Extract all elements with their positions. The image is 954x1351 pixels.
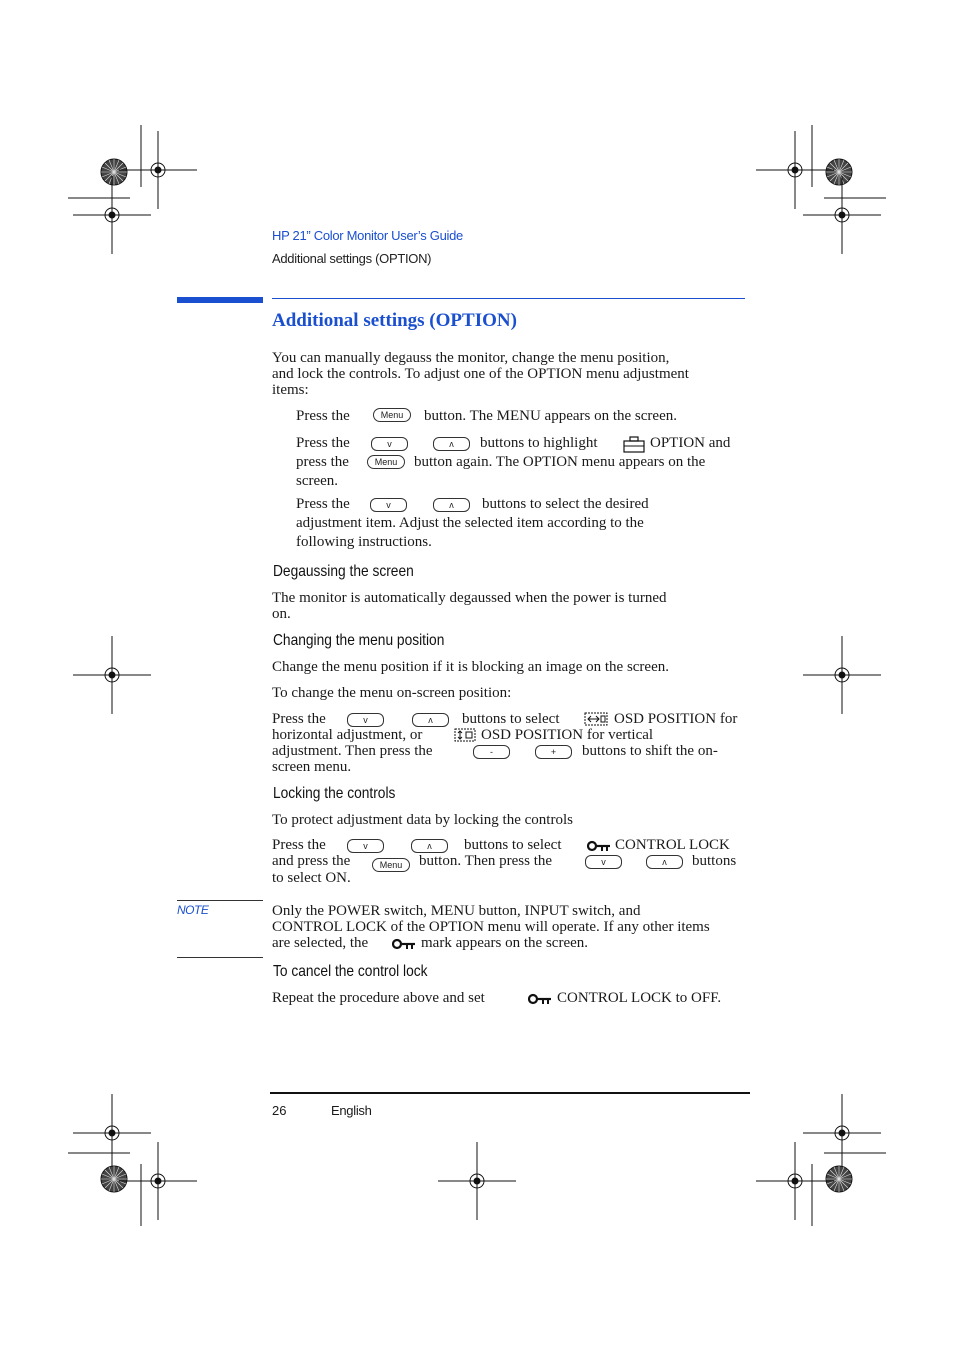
step2-text-d: press the (296, 454, 349, 470)
cancel-line-a: Repeat the procedure above and set (272, 990, 485, 1006)
intro-line-1: You can manually degauss the monitor, change the menu position, (272, 350, 670, 366)
locking-l1-c: CONTROL LOCK (615, 837, 730, 853)
menu-position-l1-b: buttons to select (462, 711, 560, 727)
key-lock-icon (528, 993, 552, 1005)
intro-line-2: and lock the controls. To adjust one of the OPTION menu adjustment (272, 366, 689, 382)
cancel-line-b: CONTROL LOCK to OFF. (557, 990, 722, 1006)
step3-text-a: Press the (296, 496, 350, 512)
note-line-2: CONTROL LOCK of the OPTION menu will operate. If any other items (272, 919, 710, 935)
note-bottom-rule (177, 957, 263, 958)
menu-position-l2-a: horizontal adjustment, or (272, 727, 423, 743)
plus-button-key: + (535, 745, 572, 759)
step3-text-d: following instructions. (296, 534, 432, 550)
up-button-key: ʌ (433, 437, 470, 451)
locking-l2-b: button. Then press the (419, 853, 553, 869)
menu-position-p2: To change the menu on-screen position: (272, 685, 512, 701)
step3-text-b: buttons to select the desired (482, 496, 649, 512)
title-accent-bar (177, 297, 263, 303)
step2-text-f: screen. (296, 473, 339, 489)
note-top-rule (177, 900, 263, 901)
degauss-line-1: The monitor is automatically degaussed when the power is turned (272, 590, 667, 606)
down-button-key: v (347, 839, 384, 853)
step2-text-b: buttons to highlight (480, 435, 598, 451)
up-button-key: ʌ (433, 498, 470, 512)
note-line-3-a: are selected, the (272, 935, 369, 951)
page-number: 26 (272, 1103, 287, 1118)
step2-text-e: button again. The OPTION menu appears on the (414, 454, 706, 470)
step2-text-a: Press the (296, 435, 350, 451)
down-button-key: v (370, 498, 407, 512)
degauss-heading: Degaussing the screen (273, 563, 414, 580)
up-button-key: ʌ (411, 839, 448, 853)
menu-position-heading: Changing the menu position (273, 632, 445, 649)
menu-position-l3-b: buttons to shift the on- (582, 743, 718, 759)
step1-text-a: Press the (296, 408, 350, 424)
up-button-key: ʌ (412, 713, 449, 727)
note-label: NOTE (177, 903, 209, 917)
guide-title: HP 21” Color Monitor User’s Guide (272, 228, 463, 243)
locking-l1-a: Press the (272, 837, 326, 853)
cancel-heading: To cancel the control lock (273, 963, 428, 980)
menu-position-l2-b: OSD POSITION for vertical (481, 727, 654, 743)
title-rule (272, 298, 745, 299)
step1-text-b: button. The MENU appears on the screen. (424, 408, 677, 424)
footer-rule (270, 1092, 750, 1094)
intro-line-3: items: (272, 382, 309, 398)
locking-l3: to select ON. (272, 870, 351, 886)
menu-position-l3-a: adjustment. Then press the (272, 743, 433, 759)
menu-position-l1-c: OSD POSITION for (614, 711, 738, 727)
degauss-line-2: on. (272, 606, 291, 622)
step2-text-c: OPTION and (650, 435, 731, 451)
locking-l1-b: buttons to select (464, 837, 562, 853)
down-button-key: v (585, 855, 622, 869)
key-lock-icon (587, 840, 611, 852)
vertical-position-icon (454, 728, 476, 742)
down-button-key: v (371, 437, 408, 451)
menu-button-key: Menu (372, 858, 410, 872)
locking-heading: Locking the controls (273, 785, 396, 802)
menu-button-key: Menu (367, 455, 405, 469)
menu-position-l1-a: Press the (272, 711, 326, 727)
minus-button-key: - (473, 745, 510, 759)
up-button-key: ʌ (646, 855, 683, 869)
menu-position-l4: screen menu. (272, 759, 352, 775)
horizontal-position-icon (584, 712, 608, 726)
down-button-key: v (347, 713, 384, 727)
locking-l2-c: buttons (692, 853, 737, 869)
note-line-1: Only the POWER switch, MENU button, INPUT switch, and (272, 903, 641, 919)
menu-position-p1: Change the menu position if it is blocking an image on the screen. (272, 659, 669, 675)
note-line-3-b: mark appears on the screen. (421, 935, 589, 951)
running-section-title: Additional settings (OPTION) (272, 251, 432, 266)
page-title: Additional settings (OPTION) (272, 310, 517, 331)
key-lock-icon (392, 938, 416, 950)
locking-p1: To protect adjustment data by locking the controls (272, 812, 573, 828)
option-toolbox-icon (623, 436, 645, 453)
locking-l2-a: and press the (272, 853, 351, 869)
step3-text-c: adjustment item. Adjust the selected item according to the (296, 515, 644, 531)
footer-language: English (331, 1103, 372, 1118)
menu-button-key: Menu (373, 408, 411, 422)
